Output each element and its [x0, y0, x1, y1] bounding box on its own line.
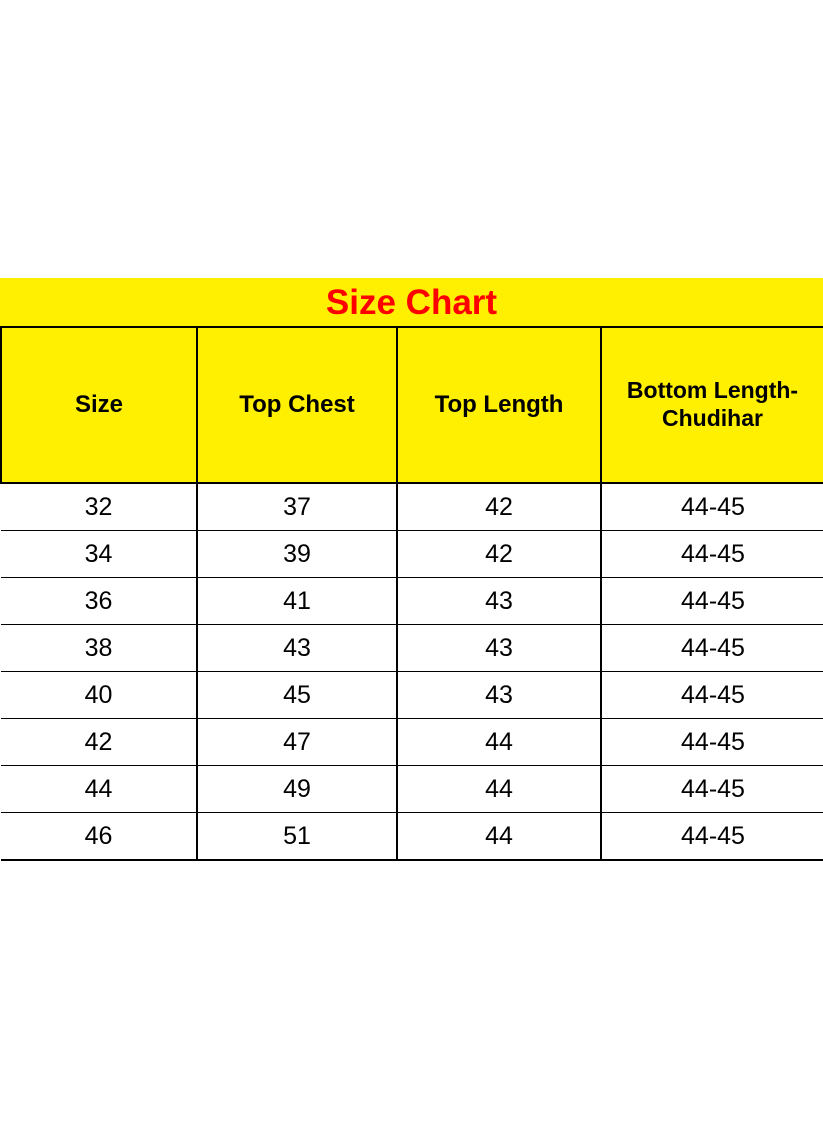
cell-top-length: 44: [397, 766, 601, 813]
cell-top-chest: 47: [197, 719, 397, 766]
column-header-bottom-length-chudihar: Bottom Length-Chudihar: [601, 327, 823, 483]
table-header-row: [1, 327, 823, 483]
table-row: [1, 625, 823, 672]
cell-top-length: 44: [397, 719, 601, 766]
size-chart-title-bar: [0, 278, 823, 326]
cell-top-chest: 39: [197, 531, 397, 578]
cell-top-length: 43: [397, 578, 601, 625]
cell-bottom-length: 44-45: [601, 483, 823, 531]
table-row: [1, 531, 823, 578]
page-title: Size Chart: [325, 282, 498, 322]
table-header: [1, 327, 823, 483]
size-chart: [0, 278, 823, 861]
cell-bottom-length: 44-45: [601, 578, 823, 625]
column-header-top-length: Top Length: [397, 327, 601, 483]
cell-size: 44: [1, 766, 197, 813]
cell-top-length: 43: [397, 672, 601, 719]
cell-bottom-length: 44-45: [601, 625, 823, 672]
cell-top-length: 43: [397, 625, 601, 672]
cell-size: 38: [1, 625, 197, 672]
cell-top-chest: 41: [197, 578, 397, 625]
cell-bottom-length: 44-45: [601, 672, 823, 719]
cell-top-chest: 37: [197, 483, 397, 531]
cell-size: 34: [1, 531, 197, 578]
table-row: [1, 578, 823, 625]
cell-size: 32: [1, 483, 197, 531]
column-header-size: Size: [1, 327, 197, 483]
cell-size: 42: [1, 719, 197, 766]
size-chart-table: [0, 326, 823, 861]
column-header-top-chest: Top Chest: [197, 327, 397, 483]
cell-top-chest: 45: [197, 672, 397, 719]
cell-top-chest: 49: [197, 766, 397, 813]
cell-size: 40: [1, 672, 197, 719]
cell-bottom-length: 44-45: [601, 813, 823, 861]
cell-bottom-length: 44-45: [601, 719, 823, 766]
cell-size: 46: [1, 813, 197, 861]
cell-top-length: 42: [397, 483, 601, 531]
table-row: [1, 766, 823, 813]
cell-top-length: 42: [397, 531, 601, 578]
cell-top-chest: 43: [197, 625, 397, 672]
table-row: [1, 483, 823, 531]
table-body: [1, 483, 823, 860]
table-row: [1, 719, 823, 766]
cell-size: 36: [1, 578, 197, 625]
cell-bottom-length: 44-45: [601, 766, 823, 813]
table-row: [1, 813, 823, 861]
cell-bottom-length: 44-45: [601, 531, 823, 578]
cell-top-chest: 51: [197, 813, 397, 861]
table-row: [1, 672, 823, 719]
cell-top-length: 44: [397, 813, 601, 861]
